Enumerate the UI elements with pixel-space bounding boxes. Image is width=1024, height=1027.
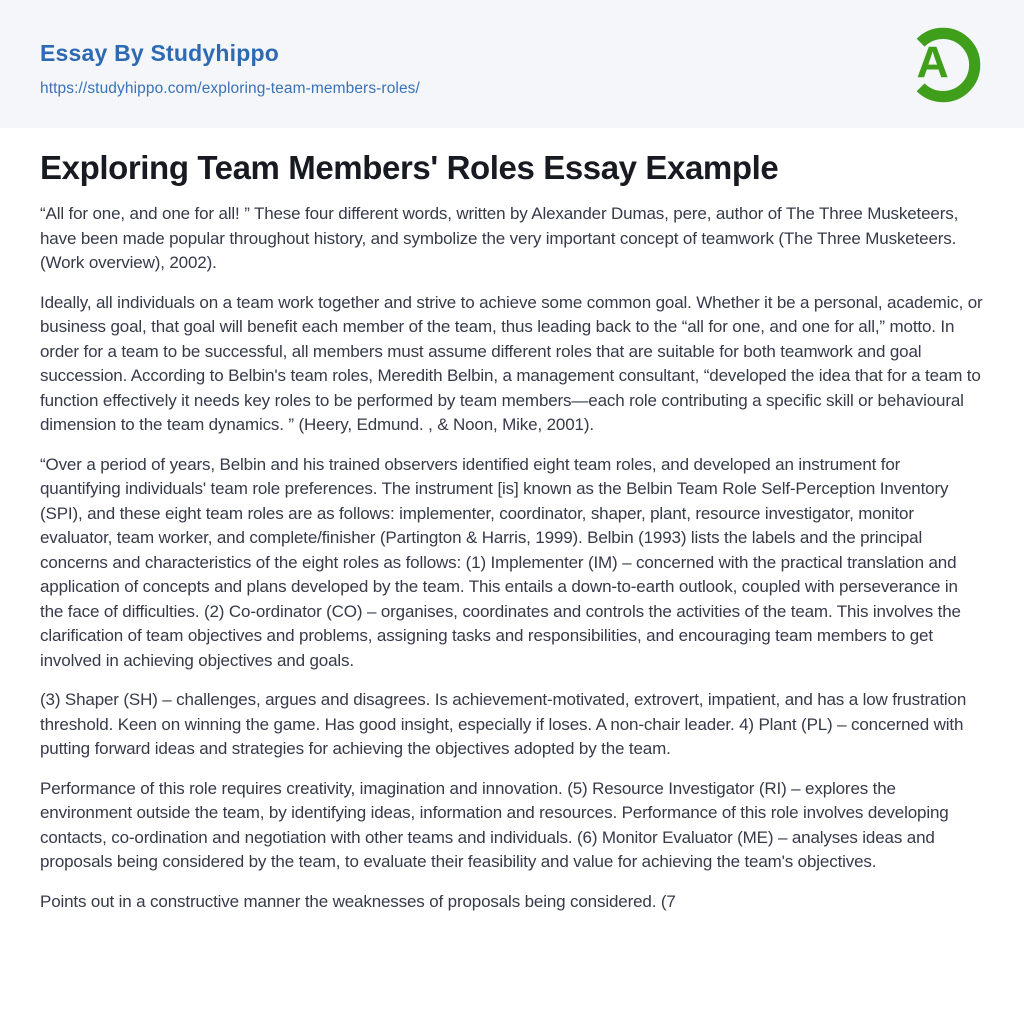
site-name: Essay By Studyhippo [40, 40, 279, 66]
essay-paragraph: Performance of this role requires creativity, imagination and innovation. (5) Resource Investigator (RI) – explores the environment outside the team, by identifying ideas, information and resources. Performance of this role involves developing contacts, co-ordination and negotiation with other teams and individuals. (6) Monitor Evaluator (ME) – analyses ideas and proposals being considered by the team, to evaluate their feasibility and value for achieving the team's objectives. [40, 778, 949, 871]
essay-paragraph: Ideally, all individuals on a team work together and strive to achieve some common goal. Whether it be a personal, academic, or business goal, that goal will benefit each member of the team, thus leading back to the “all for one, and one for all,” motto. In order for a team to be successful, all members must assume different roles that are suitable for both teamwork and goal succession. According to Belbin's team roles, Meredith Belbin, a management consultant, “developed the idea that for a team to function effectively it needs key roles to be performed by team members—each role contributing a specific skill or behavioural dimension to the team dynamics. ” (Heery, Edmund. , & Noon, Mike, 2001). [40, 292, 983, 434]
essay-paragraph: “Over a period of years, Belbin and his trained observers identified eight team roles, and developed an instrument for quantifying individuals' team role preferences. The instrument [is] known as the Belbin Team Role Self-Perception Inventory (SPI), and these eight team roles are as follows: implementer, coordinator, shaper, plant, resource investigator, monitor evaluator, team worker, and complete/finisher (Partington & Harris, 1999). Belbin (1993) lists the labels and the principal concerns and characteristics of the eight roles as follows: (1) Implementer (IM) – concerned with the practical translation and application of concepts and plans developed by the team. This entails a down-to-earth outlook, coupled with perseverance in the face of difficulties. (2) Co-ordinator (CO) – organises, coordinates and controls the activities of the team. This involves the clarification of team objectives and problems, assigning tasks and responsibilities, and encouraging team members to get involved in achieving objectives and goals. [40, 454, 961, 670]
header-text-block [40, 30, 420, 98]
studyhippo-a-logo-icon [900, 22, 986, 108]
logo-letter: A [916, 38, 949, 88]
essay-paragraph: (3) Shaper (SH) – challenges, argues and disagrees. Is achievement-motivated, extrovert, impatient, and has a low frustration threshold. Keen on winning the game. Has good insight, especially if loses. A non-chair leader. 4) Plant (PL) – concerned with putting forward ideas and strategies for achieving the objectives adopted by the team. [40, 690, 967, 758]
essay-paragraph: Points out in a constructive manner the weaknesses of proposals being considered. (7 [40, 891, 676, 911]
essay-paragraph: “All for one, and one for all! ” These four different words, written by Alexander Dumas, pere, author of The Three Musketeers, have been made popular throughout history, and symbolize the very important concept of teamwork (The Three Musketeers. (Work overview), 2002). [40, 204, 959, 272]
source-url-link[interactable]: https://studyhippo.com/exploring-team-members-roles/ [40, 80, 420, 97]
essay-content [0, 128, 1024, 914]
page-header [0, 0, 1024, 128]
essay-title: Exploring Team Members' Roles Essay Example [40, 149, 779, 186]
